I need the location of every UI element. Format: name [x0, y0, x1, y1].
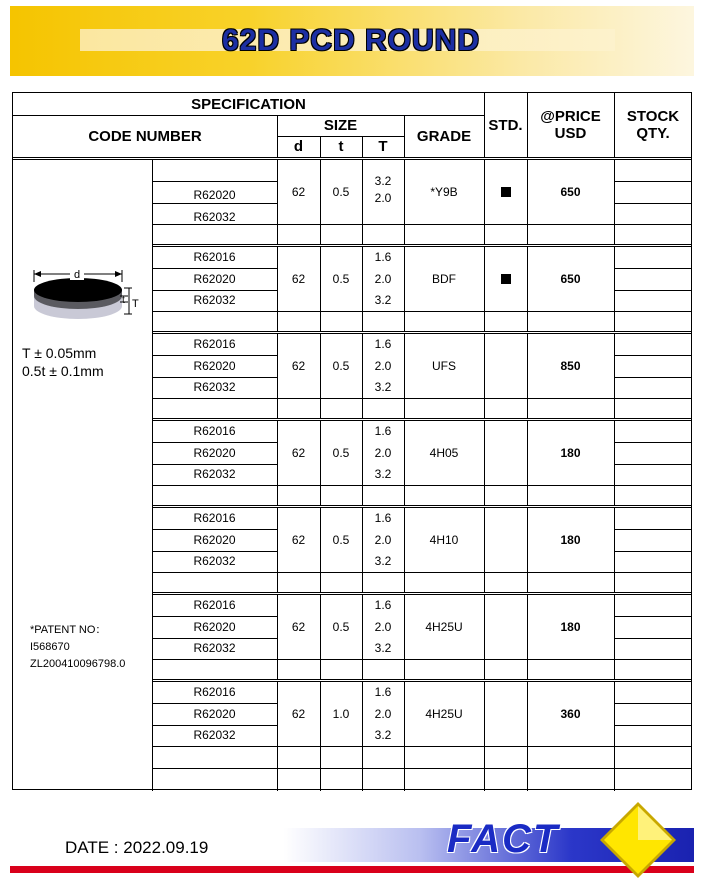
size-t-cell: 0.5: [332, 619, 350, 634]
size-T-cell: 2.0: [374, 706, 392, 721]
size-T-cell: 2.0: [374, 271, 392, 286]
size-T-cell: 1.6: [374, 510, 392, 525]
group-column-line: [614, 246, 615, 331]
header-code-number: CODE NUMBER: [88, 127, 202, 145]
size-T-cell: 3.2: [374, 380, 392, 395]
header-stock: STOCK QTY.: [626, 108, 680, 142]
stock-row-line: [614, 725, 692, 726]
grade-cell: UFS: [432, 358, 456, 373]
code-number-cell: R62016: [193, 510, 236, 525]
diameter-label: d: [73, 269, 81, 281]
code-number-cell: R62032: [193, 554, 236, 569]
stock-row-line: [614, 572, 692, 573]
date-label: DATE : 2022.09.19: [65, 838, 209, 857]
size-T-cell: 1.6: [374, 249, 392, 264]
std-cell: [484, 333, 527, 398]
header-d: d: [293, 138, 304, 155]
code-number-cell: R62020: [193, 532, 236, 547]
stock-row-line: [614, 529, 692, 530]
stock-row-line: [614, 442, 692, 443]
std-cell: [484, 507, 527, 572]
code-number-cell: R62020: [193, 445, 236, 460]
code-number-cell: [152, 162, 277, 184]
stock-row-line: [614, 638, 692, 639]
header-t: t: [338, 138, 344, 155]
size-T-cell: 2.0: [374, 532, 392, 547]
size-t-cell: 0.5: [332, 532, 350, 547]
size-d-cell: 62: [291, 271, 306, 286]
size-d-cell: 62: [291, 184, 306, 199]
price-cell: 650: [560, 271, 581, 286]
std-cell: [484, 594, 527, 659]
size-T-cell: 2.0: [374, 191, 392, 206]
group-separator: [152, 505, 692, 506]
group-separator: [152, 679, 692, 680]
disc-diagram: [28, 262, 148, 332]
price-cell: 180: [560, 445, 581, 460]
size-T-cell: 3.2: [374, 641, 392, 656]
std-mark-icon: [501, 187, 511, 197]
size-d-cell: 62: [291, 445, 306, 460]
group-column-line: [614, 507, 615, 592]
patent-number-2: ZL200410096798.0: [30, 658, 126, 670]
code-number-cell: R62016: [193, 336, 236, 351]
logo-diamond-icon: [598, 800, 678, 880]
std-cell: [484, 681, 527, 746]
price-cell: 180: [560, 532, 581, 547]
tolerance-T: T ± 0.05mm: [22, 345, 97, 361]
size-d-cell: 62: [291, 532, 306, 547]
size-d-cell: 62: [291, 619, 306, 634]
stock-row-line: [614, 616, 692, 617]
code-number-cell: R62016: [193, 597, 236, 612]
size-T-cell: 3.2: [374, 554, 392, 569]
size-T-cell: 2.0: [374, 358, 392, 373]
header-T: T: [378, 138, 388, 155]
std-cell: [484, 159, 527, 224]
grade-cell: 4H25U: [425, 619, 463, 634]
price-cell: 850: [560, 358, 581, 373]
price-cell: 360: [560, 706, 581, 721]
stock-row-line: [614, 377, 692, 378]
group-separator: [152, 418, 692, 419]
total-thickness-label: T: [132, 298, 139, 310]
price-cell: 180: [560, 619, 581, 634]
size-T-cell: 1.6: [374, 684, 392, 699]
grade-cell: 4H25U: [425, 706, 463, 721]
header-grade: GRADE: [416, 127, 472, 145]
size-d-cell: 62: [291, 706, 306, 721]
code-number-cell: R62032: [193, 467, 236, 482]
stock-row-line: [614, 268, 692, 269]
stock-row-line: [614, 464, 692, 465]
header-bottom-line: [13, 157, 692, 158]
size-T-cell: 2.0: [374, 619, 392, 634]
grade-cell: *Y9B: [430, 184, 458, 199]
size-t-cell: 0.5: [332, 184, 350, 199]
code-number-cell: R62032: [193, 293, 236, 308]
stock-row-line: [614, 659, 692, 660]
std-cell: [484, 420, 527, 485]
code-number-cell: R62032: [193, 641, 236, 656]
code-number-cell: R62020: [193, 619, 236, 634]
group-column-line: [614, 159, 615, 244]
specification-table: [12, 92, 692, 790]
code-number-cell: R62032: [193, 728, 236, 743]
size-T-cell: 1.6: [374, 423, 392, 438]
size-T-cell: 2.0: [374, 445, 392, 460]
stock-row-line: [614, 485, 692, 486]
stock-row-line: [614, 355, 692, 356]
stock-row-line: [614, 290, 692, 291]
stock-row-line: [614, 224, 692, 225]
size-T-cell: 3.2: [374, 173, 392, 188]
grade-cell: 4H05: [429, 445, 459, 460]
code-number-cell: R62016: [193, 684, 236, 699]
grade-cell: BDF: [432, 271, 456, 286]
code-number-cell: R62020: [193, 706, 236, 721]
size-T-cell: 3.2: [374, 467, 392, 482]
size-T-cell: 1.6: [374, 597, 392, 612]
std-mark-icon: [501, 274, 511, 284]
group-separator: [152, 592, 692, 593]
code-number-cell: R62016: [193, 423, 236, 438]
footer-red-line: [10, 866, 694, 873]
group-column-line: [614, 420, 615, 505]
header-price: @PRICE USD: [540, 108, 601, 142]
stock-row-line: [614, 181, 692, 182]
group-separator: [152, 244, 692, 245]
price-cell: 650: [560, 184, 581, 199]
code-number-cell: R62032: [193, 380, 236, 395]
size-d-cell: 62: [291, 358, 306, 373]
std-cell: [484, 246, 527, 311]
size-t-cell: 0.5: [332, 445, 350, 460]
fact-logo: FACT: [447, 817, 560, 861]
patent-label: *PATENT NO：: [30, 624, 107, 636]
group-column-line: [614, 681, 615, 791]
group-separator: [152, 331, 692, 332]
group-empty-row-line: [152, 768, 692, 769]
code-number-cell: R62032: [193, 209, 236, 224]
size-T-cell: 3.2: [374, 293, 392, 308]
patent-number-1: I568670: [30, 641, 70, 653]
code-number-cell: R62020: [193, 187, 236, 202]
tolerance-t: 0.5t ± 0.1mm: [22, 363, 104, 379]
group-column-line: [614, 333, 615, 418]
page-title: 62D PCD ROUND: [221, 24, 481, 57]
stock-row-line: [614, 398, 692, 399]
group-column-line: [614, 594, 615, 679]
thickness-label: t: [122, 295, 125, 306]
code-number-cell: R62016: [193, 249, 236, 264]
header-size: SIZE: [323, 117, 358, 134]
size-t-cell: 1.0: [332, 706, 350, 721]
grade-cell: 4H10: [429, 532, 459, 547]
size-t-cell: 0.5: [332, 358, 350, 373]
size-T-cell: 3.2: [374, 728, 392, 743]
code-number-cell: R62020: [193, 271, 236, 286]
stock-row-line: [614, 746, 692, 747]
size-t-cell: 0.5: [332, 271, 350, 286]
stock-row-line: [614, 551, 692, 552]
disc-icon: [34, 278, 122, 319]
code-number-cell: R62020: [193, 358, 236, 373]
stock-row-line: [614, 203, 692, 204]
header-std: STD.: [488, 116, 523, 134]
size-T-cell: 1.6: [374, 336, 392, 351]
stock-row-line: [614, 703, 692, 704]
header-specification: SPECIFICATION: [191, 95, 306, 113]
stock-row-line: [614, 311, 692, 312]
